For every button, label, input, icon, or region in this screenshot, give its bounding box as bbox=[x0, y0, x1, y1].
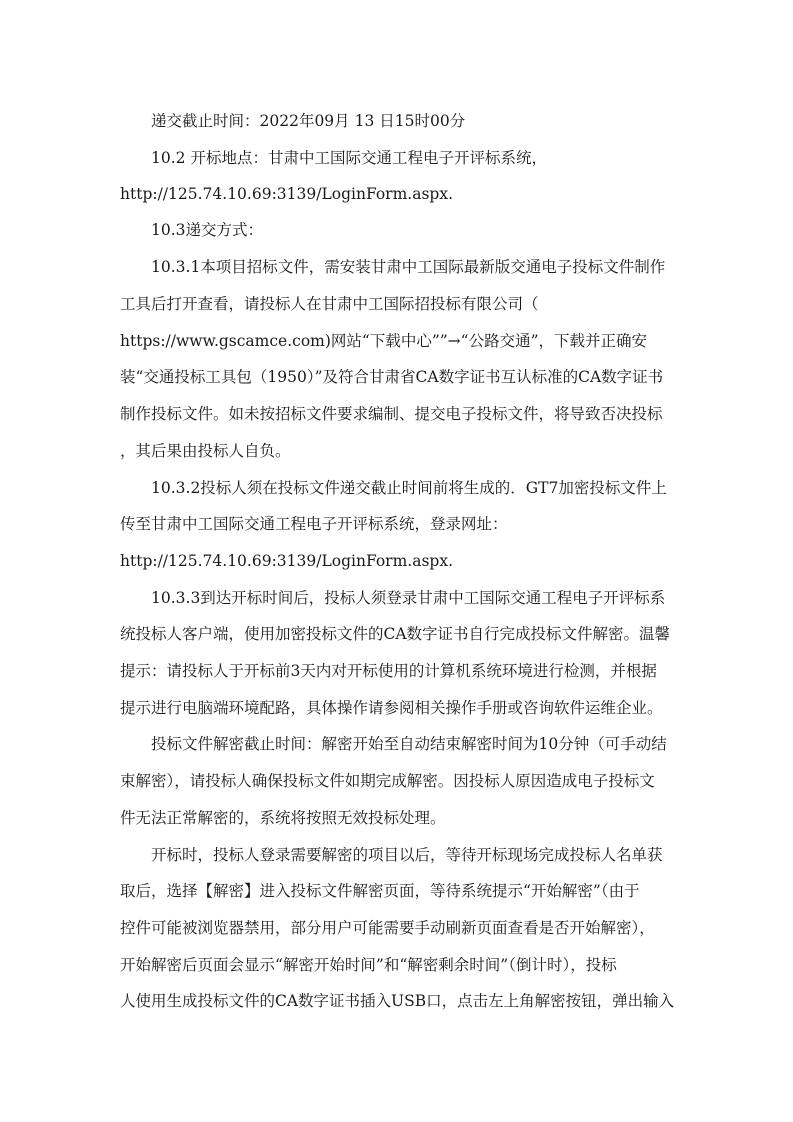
opening-procedure-line-2: 取后，选择【解密】进入投标文件解密页面，等待系统提示“开始解密”（由于 bbox=[120, 882, 640, 900]
section-10-3-1-line-1: 10.3.1本项目招标文件，需安装甘肃中工国际最新版交通电子投标文件制作 bbox=[151, 258, 666, 276]
section-10-3-heading: 10.3递交方式： bbox=[151, 221, 264, 239]
opening-procedure-line-1: 开标时，投标人登录需要解密的项目以后，等待开标现场完成投标人名单获 bbox=[151, 846, 663, 864]
section-10-3-3-line-2: 统投标人客户端，使用加密投标文件的CA数字证书自行完成投标文件解密。温馨 bbox=[120, 625, 671, 643]
opening-procedure-line-4: 开始解密后页面会显示“解密开始时间”和“解密剩余时间”（倒计时），投标 bbox=[120, 956, 617, 974]
decryption-deadline-line-1: 投标文件解密截止时间：解密开始至自动结束解密时间为10分钟（可手动结 bbox=[151, 735, 667, 753]
login-url-1: http://125.74.10.69:3139/LoginForm.aspx. bbox=[120, 185, 454, 203]
section-10-3-1-line-2: 工具后打开查看，请投标人在甘肃中工国际招投标有限公司（ bbox=[120, 295, 539, 313]
section-10-3-1-line-6: ，其后果由投标人自负。 bbox=[120, 442, 291, 460]
section-10-3-1-line-5: 制作投标文件。如未按招标文件要求编制、提交电子投标文件，将导致否决投标 bbox=[120, 405, 663, 423]
deadline-line: 递交截止时间：2022年09月 13 日15时00分 bbox=[151, 112, 466, 130]
opening-procedure-line-3: 控件可能被浏览器禁用，部分用户可能需要手动刷新页面查看是否开始解密）， bbox=[120, 919, 655, 937]
opening-procedure-line-5: 人使用生成投标文件的CA数字证书插入USB口，点击左上角解密按钮，弹出输入 bbox=[120, 992, 675, 1010]
section-10-3-2-line-2: 传至甘肃中工国际交通工程电子开评标系统，登录网址： bbox=[120, 515, 508, 533]
section-10-3-1-line-3: https://www.gscamce.com)网站“下载中心””→“公路交通”，下载并正确安 bbox=[120, 332, 648, 350]
section-10-3-3-line-1: 10.3.3到达开标时间后，投标人须登录甘肃中工国际交通工程电子开评标系 bbox=[151, 589, 666, 607]
section-10-3-3-line-3: 提示：请投标人于开标前3天内对开标使用的计算机系统环境进行检测，并根据 bbox=[120, 662, 657, 680]
section-10-3-1-line-4: 装“交通投标工具包（1950）”及符合甘肃省CA数字证书互认标准的CA数字证书 bbox=[120, 368, 664, 386]
section-10-3-2-line-1: 10.3.2投标人须在投标文件递交截止时间前将生成的．GT7加密投标文件上 bbox=[151, 479, 667, 497]
decryption-deadline-line-3: 件无法正常解密的，系统将按照无效投标处理。 bbox=[120, 809, 446, 827]
section-10-3-3-line-4: 提示进行电脑端环境配路，具体操作请参阅相关操作手册或咨询软件运维企业。 bbox=[120, 699, 663, 717]
decryption-deadline-line-2: 束解密），请投标人确保投标文件如期完成解密。因投标人原因造成电子投标文 bbox=[120, 772, 655, 790]
section-10-2-location: 10.2 开标地点：甘肃中工国际交通工程电子开评标系统， bbox=[151, 149, 547, 167]
login-url-2: http://125.74.10.69:3139/LoginForm.aspx. bbox=[120, 552, 454, 570]
